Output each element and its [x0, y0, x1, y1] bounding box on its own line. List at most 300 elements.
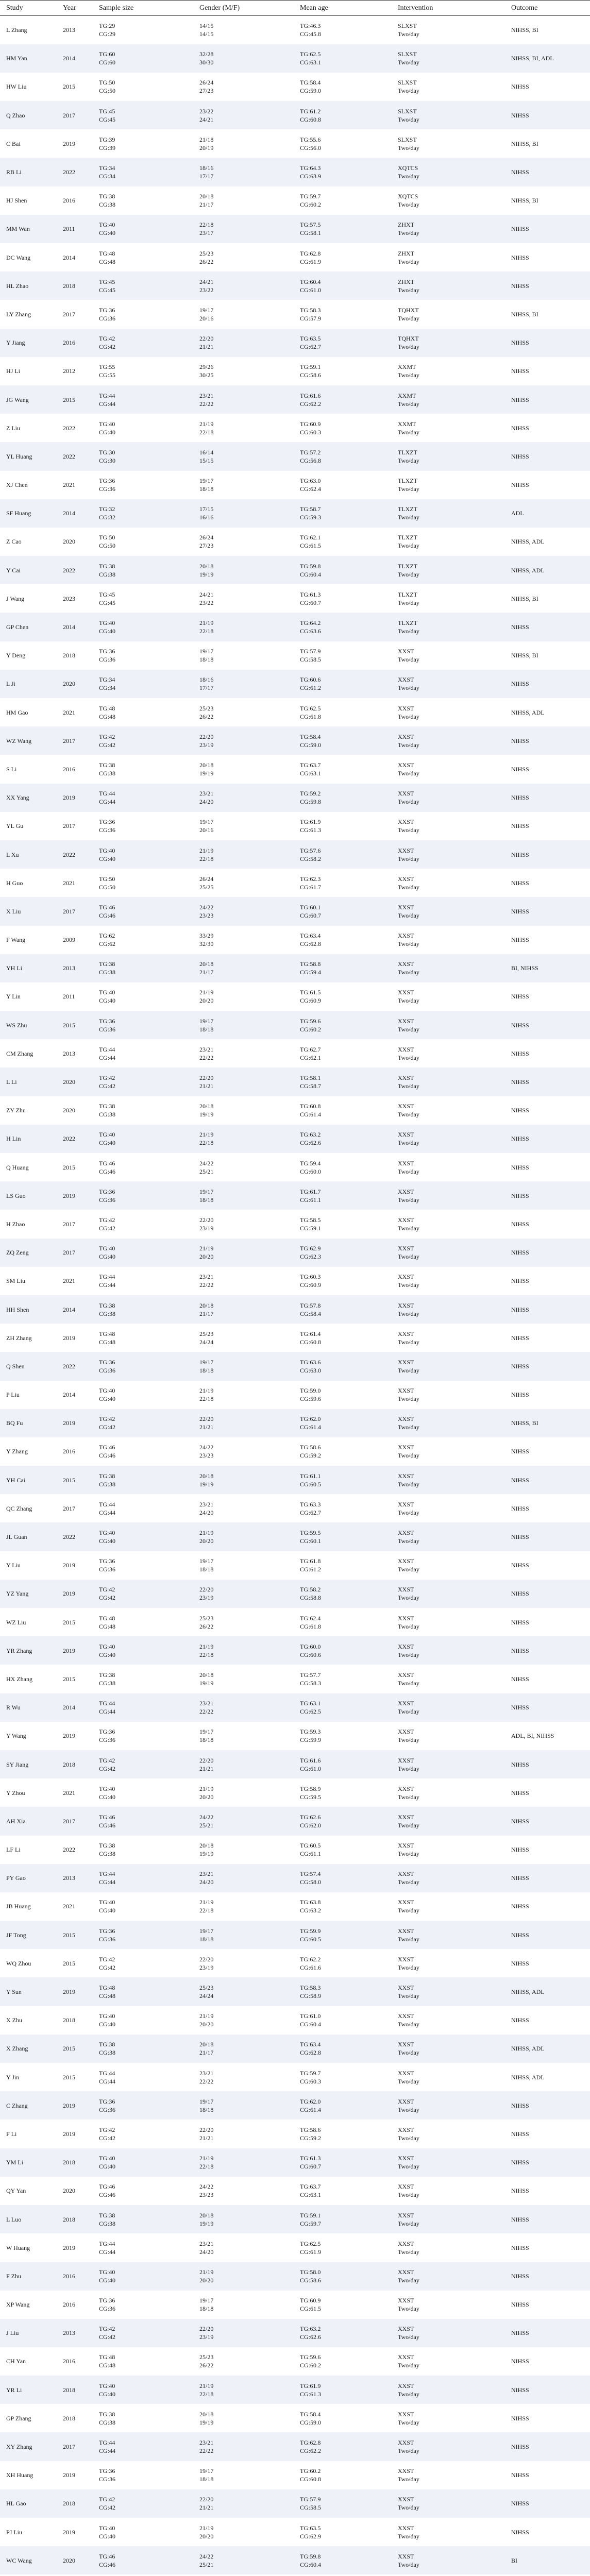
cell-year: 2015 [63, 83, 75, 91]
cell-sample-size: TG:44 CG:44 [99, 2069, 116, 2085]
cell-outcome: NIHSS [511, 2301, 529, 2309]
cell-study: HH Shen [6, 1306, 29, 1313]
cell-intervention: TLXZT Two/day [398, 505, 419, 521]
cell-mean-age: TG:59.4 CG:60.0 [300, 1159, 322, 1175]
cell-mean-age: TG:61.6 CG:62.2 [300, 392, 322, 408]
cell-gender: 22/20 23/19 [199, 1586, 214, 1602]
header-intervention: Intervention [392, 1, 505, 16]
cell-intervention: TLXZT Two/day [398, 619, 419, 635]
cell-intervention: XXST Two/day [398, 1529, 419, 1545]
cell-year: 2017 [63, 1817, 75, 1825]
cell-outcome: NIHSS [511, 1562, 529, 1569]
cell-sample-size: TG:36 CG:36 [99, 2467, 116, 2483]
cell-study: Q Shen [6, 1362, 25, 1370]
cell-year: 2018 [63, 2500, 75, 2507]
cell-gender: 20/18 21/17 [199, 1301, 214, 1317]
cell-mean-age: TG:60.4 CG:61.0 [300, 278, 322, 294]
cell-mean-age: TG:57.7 CG:58.3 [300, 1671, 322, 1687]
cell-intervention: TLXZT Two/day [398, 590, 419, 606]
cell-study: AH Xia [6, 1817, 26, 1825]
cell-study: J Liu [6, 2329, 19, 2337]
cell-year: 2017 [63, 737, 75, 744]
cell-year: 2016 [63, 2272, 75, 2280]
cell-outcome: NIHSS [511, 1249, 529, 1257]
cell-year: 2019 [63, 794, 75, 802]
cell-sample-size: TG:42 CG:42 [99, 2325, 116, 2341]
cell-gender: 23/21 22/22 [199, 2069, 214, 2085]
cell-study: QY Yan [6, 2187, 26, 2195]
cell-gender: 23/22 24/21 [199, 107, 214, 123]
cell-mean-age: TG:60.0 CG:60.6 [300, 1642, 322, 1658]
table-row [0, 1011, 590, 1039]
cell-gender: 24/22 25/21 [199, 1159, 214, 1175]
cell-gender: 20/18 19/19 [199, 2211, 214, 2227]
cell-study: WQ Zhou [6, 1959, 31, 1967]
table-row [0, 1381, 590, 1409]
cell-sample-size: TG:36 CG:36 [99, 1728, 116, 1744]
cell-intervention: XXST Two/day [398, 1642, 419, 1658]
cell-study: C Bai [6, 140, 21, 147]
cell-outcome: NIHSS [511, 2272, 529, 2280]
cell-sample-size: TG:42 CG:42 [99, 733, 116, 749]
cell-intervention: XXST Two/day [398, 2155, 419, 2171]
cell-intervention: XXST Two/day [398, 1103, 419, 1118]
cell-gender: 23/21 24/20 [199, 1870, 214, 1886]
table-row [0, 2148, 590, 2177]
cell-year: 2013 [63, 2329, 75, 2337]
cell-study: Q Zhao [6, 111, 25, 119]
table-row [0, 129, 590, 158]
cell-study: YR Zhang [6, 1647, 32, 1654]
cell-mean-age: TG:59.6 CG:60.2 [300, 2353, 322, 2369]
cell-gender: 19/17 18/18 [199, 2467, 214, 2483]
cell-intervention: XXST Two/day [398, 1131, 419, 1147]
cell-intervention: XXST Two/day [398, 761, 419, 777]
cell-intervention: TQHXT Two/day [398, 306, 419, 322]
cell-mean-age: TG:61.7 CG:61.1 [300, 1188, 322, 1204]
cell-mean-age: TG:62.9 CG:62.3 [300, 1245, 322, 1261]
cell-study: GP Chen [6, 623, 29, 631]
cell-outcome: NIHSS [511, 481, 529, 489]
cell-sample-size: TG:40 CG:40 [99, 2268, 116, 2284]
cell-gender: 23/21 24/20 [199, 2240, 214, 2256]
table-row [0, 272, 590, 300]
cell-intervention: XXST Two/day [398, 790, 419, 806]
cell-sample-size: TG:42 CG:42 [99, 1415, 116, 1431]
cell-outcome: NIHSS [511, 452, 529, 460]
table-row [0, 2120, 590, 2148]
cell-gender: 19/17 18/18 [199, 2297, 214, 2313]
cell-study: ZY Zhu [6, 1107, 26, 1114]
cell-gender: 21/19 22/18 [199, 846, 214, 862]
cell-year: 2016 [63, 1448, 75, 1455]
cell-gender: 20/18 21/17 [199, 193, 214, 209]
cell-intervention: XXMT Two/day [398, 392, 419, 408]
table-row [0, 101, 590, 129]
table-row [0, 1267, 590, 1295]
cell-sample-size: TG:50 CG:50 [99, 534, 116, 550]
cell-intervention: XXST Two/day [398, 2097, 419, 2113]
cell-intervention: SLXST Two/day [398, 50, 419, 66]
cell-intervention: XXST Two/day [398, 1216, 419, 1232]
table-row [0, 357, 590, 385]
table-row [0, 187, 590, 215]
cell-outcome: NIHSS [511, 1903, 529, 1910]
cell-year: 2021 [63, 1903, 75, 1910]
cell-intervention: XXST Two/day [398, 1444, 419, 1460]
table-row [0, 1665, 590, 1693]
cell-sample-size: TG:38 CG:38 [99, 761, 116, 777]
cell-sample-size: TG:40 CG:40 [99, 1131, 116, 1147]
cell-year: 2016 [63, 2301, 75, 2309]
cell-study: SY Jiang [6, 1760, 29, 1768]
table-row [0, 1778, 590, 1807]
cell-sample-size: TG:40 CG:40 [99, 846, 116, 862]
cell-year: 2015 [63, 2045, 75, 2053]
cell-sample-size: TG:50 CG:50 [99, 79, 116, 95]
cell-mean-age: TG:63.5 CG:62.9 [300, 2524, 322, 2540]
cell-mean-age: TG:57.2 CG:56.8 [300, 448, 322, 464]
cell-sample-size: TG:36 CG:36 [99, 477, 116, 493]
cell-mean-age: TG:62.0 CG:61.4 [300, 1415, 322, 1431]
cell-sample-size: TG:48 CG:48 [99, 1984, 116, 2000]
cell-gender: 29/26 30/25 [199, 363, 214, 379]
cell-sample-size: TG:36 CG:36 [99, 1927, 116, 1943]
cell-intervention: XXST Two/day [398, 2069, 419, 2085]
cell-study: SF Huang [6, 510, 31, 517]
cell-outcome: NIHSS [511, 2358, 529, 2365]
cell-study: HM Gao [6, 708, 28, 716]
cell-year: 2019 [63, 1192, 75, 1199]
table-row [0, 670, 590, 698]
cell-year: 2017 [63, 1220, 75, 1228]
table-row [0, 1295, 590, 1324]
cell-sample-size: TG:36 CG:36 [99, 1017, 116, 1033]
cell-intervention: XXST Two/day [398, 1785, 419, 1801]
cell-mean-age: TG:60.3 CG:60.9 [300, 1273, 322, 1289]
cell-mean-age: TG:58.4 CG:59.0 [300, 733, 322, 749]
cell-sample-size: TG:44 CG:44 [99, 1700, 116, 1716]
table-row [0, 1522, 590, 1551]
cell-sample-size: TG:40 CG:40 [99, 2012, 116, 2028]
header-year: Year [57, 1, 93, 16]
cell-year: 2018 [63, 2414, 75, 2422]
cell-year: 2015 [63, 1163, 75, 1171]
cell-gender: 19/17 18/18 [199, 1557, 214, 1573]
table-row [0, 73, 590, 101]
cell-mean-age: TG:63.1 CG:62.5 [300, 1700, 322, 1716]
cell-gender: 20/18 19/19 [199, 1103, 214, 1118]
cell-mean-age: TG:62.1 CG:61.5 [300, 534, 322, 550]
cell-outcome: NIHSS [511, 1931, 529, 1939]
table-row [0, 414, 590, 442]
cell-gender: 21/19 22/18 [199, 2382, 214, 2398]
cell-sample-size: TG:44 CG:44 [99, 1500, 116, 1516]
cell-gender: 16/14 15/15 [199, 448, 214, 464]
table-row [0, 2063, 590, 2091]
cell-intervention: XXST Two/day [398, 2240, 419, 2256]
cell-outcome: NIHSS [511, 680, 529, 688]
header-gender: Gender (M/F) [193, 1, 294, 16]
table-row [0, 1494, 590, 1522]
cell-sample-size: TG:36 CG:36 [99, 648, 116, 664]
cell-gender: 25/23 26/22 [199, 704, 214, 720]
cell-gender: 24/21 23/22 [199, 590, 214, 606]
cell-sample-size: TG:39 CG:39 [99, 135, 116, 151]
cell-outcome: NIHSS [511, 1476, 529, 1484]
cell-year: 2019 [63, 2102, 75, 2109]
cell-outcome: NIHSS [511, 907, 529, 915]
cell-outcome: BI [511, 2556, 517, 2564]
cell-study: HM Yan [6, 55, 27, 62]
cell-year: 2022 [63, 851, 75, 858]
cell-gender: 21/19 22/18 [199, 619, 214, 635]
cell-gender: 22/20 21/21 [199, 2126, 214, 2142]
cell-sample-size: TG:32 CG:32 [99, 505, 116, 521]
cell-gender: 20/18 19/19 [199, 1671, 214, 1687]
cell-sample-size: TG:40 CG:40 [99, 1387, 116, 1403]
cell-mean-age: TG:58.1 CG:58.7 [300, 1074, 322, 1090]
cell-sample-size: TG:38 CG:38 [99, 562, 116, 578]
cell-year: 2017 [63, 822, 75, 830]
cell-sample-size: TG:36 CG:36 [99, 2297, 116, 2313]
cell-study: HL Zhao [6, 282, 29, 290]
cell-year: 2018 [63, 2386, 75, 2394]
cell-intervention: XXST Two/day [398, 2410, 419, 2426]
cell-intervention: XXST Two/day [398, 1273, 419, 1289]
cell-mean-age: TG:62.7 CG:62.1 [300, 1045, 322, 1061]
cell-study: DC Wang [6, 253, 31, 261]
cell-mean-age: TG:62.3 CG:61.7 [300, 875, 322, 891]
cell-mean-age: TG:59.7 CG:60.3 [300, 2069, 322, 2085]
cell-intervention: TLXZT Two/day [398, 534, 419, 550]
cell-gender: 21/19 22/18 [199, 420, 214, 436]
cell-gender: 21/19 22/18 [199, 2155, 214, 2171]
cell-intervention: XXST Two/day [398, 648, 419, 664]
table-row [0, 1437, 590, 1466]
cell-outcome: NIHSS [511, 1846, 529, 1854]
cell-year: 2020 [63, 1078, 75, 1086]
cell-intervention: XXMT Two/day [398, 363, 419, 379]
cell-sample-size: TG:38 CG:38 [99, 2041, 116, 2057]
table-row [0, 2006, 590, 2035]
cell-mean-age: TG:62.5 CG:63.1 [300, 50, 322, 66]
cell-outcome: NIHSS [511, 765, 529, 773]
cell-study: S Li [6, 765, 17, 773]
cell-sample-size: TG:45 CG:45 [99, 590, 116, 606]
cell-mean-age: TG:60.8 CG:61.4 [300, 1103, 322, 1118]
cell-year: 2019 [63, 2528, 75, 2536]
cell-study: JG Wang [6, 396, 29, 403]
cell-intervention: SLXST Two/day [398, 79, 419, 95]
cell-year: 2015 [63, 1476, 75, 1484]
cell-intervention: XXST Two/day [398, 2496, 419, 2512]
cell-year: 2022 [63, 1846, 75, 1854]
cell-gender: 21/19 22/18 [199, 1387, 214, 1403]
cell-gender: 20/18 21/17 [199, 960, 214, 976]
cell-mean-age: TG:46.3 CG:45.8 [300, 22, 322, 38]
cell-gender: 21/19 20/20 [199, 989, 214, 1005]
cell-outcome: NIHSS [511, 1618, 529, 1626]
cell-gender: 33/29 32/30 [199, 932, 214, 948]
header-mean-age: Mean age [294, 1, 392, 16]
table-row [0, 1125, 590, 1153]
cell-sample-size: TG:44 CG:44 [99, 2439, 116, 2455]
cell-year: 2016 [63, 197, 75, 205]
table-row [0, 243, 590, 272]
cell-year: 2019 [63, 2130, 75, 2138]
cell-year: 2020 [63, 680, 75, 688]
cell-year: 2018 [63, 2016, 75, 2024]
cell-year: 2021 [63, 1277, 75, 1285]
cell-intervention: XXST Two/day [398, 2041, 419, 2057]
cell-outcome: NIHSS, BI [511, 26, 538, 34]
cell-gender: 21/19 20/20 [199, 1245, 214, 1261]
cell-sample-size: TG:36 CG:36 [99, 2097, 116, 2113]
table-row [0, 2546, 590, 2574]
cell-year: 2017 [63, 1504, 75, 1512]
table-row [0, 329, 590, 357]
cell-gender: 22/20 21/21 [199, 2496, 214, 2512]
cell-intervention: XXST Two/day [398, 1586, 419, 1602]
cell-year: 2019 [63, 1647, 75, 1654]
cell-mean-age: TG:62.5 CG:61.9 [300, 2240, 322, 2256]
cell-gender: 26/24 25/25 [199, 875, 214, 891]
cell-intervention: XXST Two/day [398, 932, 419, 948]
table-row [0, 300, 590, 328]
cell-sample-size: TG:40 CG:40 [99, 1642, 116, 1658]
cell-gender: 22/20 21/21 [199, 335, 214, 351]
cell-outcome: NIHSS [511, 1675, 529, 1683]
cell-outcome: NIHSS [511, 1760, 529, 1768]
cell-mean-age: TG:57.6 CG:58.2 [300, 846, 322, 862]
cell-outcome: NIHSS [511, 2471, 529, 2479]
table-row [0, 812, 590, 840]
cell-mean-age: TG:60.2 CG:60.8 [300, 2467, 322, 2483]
cell-outcome: NIHSS [511, 1220, 529, 1228]
cell-outcome: NIHSS [511, 396, 529, 403]
cell-mean-age: TG:64.3 CG:63.9 [300, 164, 322, 180]
cell-year: 2016 [63, 765, 75, 773]
cell-study: YM Li [6, 2159, 23, 2166]
cell-sample-size: TG:40 CG:40 [99, 2524, 116, 2540]
cell-study: H Lin [6, 1135, 21, 1143]
table-row [0, 584, 590, 613]
cell-study: PJ Liu [6, 2528, 23, 2536]
cell-intervention: XXST Two/day [398, 1245, 419, 1261]
cell-study: Q Huang [6, 1163, 29, 1171]
cell-mean-age: TG:58.4 CG:59.0 [300, 2410, 322, 2426]
cell-outcome: NIHSS [511, 1277, 529, 1285]
cell-intervention: XXST Two/day [398, 1671, 419, 1687]
table-row [0, 2518, 590, 2546]
cell-outcome: NIHSS [511, 1704, 529, 1711]
cell-sample-size: TG:40 CG:40 [99, 1899, 116, 1914]
cell-year: 2019 [63, 2471, 75, 2479]
cell-outcome: NIHSS, BI [511, 1419, 538, 1427]
cell-outcome: NIHSS, ADL [511, 566, 545, 574]
cell-study: XY Zhang [6, 2443, 32, 2451]
cell-study: WC Wang [6, 2556, 32, 2564]
cell-intervention: XXST Two/day [398, 1728, 419, 1744]
cell-year: 2009 [63, 936, 75, 944]
cell-sample-size: TG:44 CG:44 [99, 1045, 116, 1061]
cell-year: 2014 [63, 1704, 75, 1711]
cell-gender: 21/19 22/18 [199, 1131, 214, 1147]
table-row [0, 840, 590, 869]
table-row [0, 16, 590, 44]
table-row [0, 215, 590, 243]
table-row [0, 1239, 590, 1267]
cell-study: HW Liu [6, 83, 27, 91]
cell-year: 2017 [63, 111, 75, 119]
cell-study: J Wang [6, 595, 25, 602]
cell-year: 2014 [63, 55, 75, 62]
cell-intervention: XXST Two/day [398, 903, 419, 919]
cell-outcome: NIHSS [511, 1135, 529, 1143]
cell-outcome: NIHSS [511, 2386, 529, 2394]
cell-gender: 21/19 20/20 [199, 1529, 214, 1545]
table-row [0, 1693, 590, 1722]
cell-intervention: TLXZT Two/day [398, 477, 419, 493]
cell-outcome: NIHSS [511, 1874, 529, 1882]
cell-mean-age: TG:55.6 CG:56.0 [300, 135, 322, 151]
cell-year: 2022 [63, 452, 75, 460]
cell-outcome: NIHSS [511, 2016, 529, 2024]
cell-study: YH Cai [6, 1476, 25, 1484]
cell-year: 2018 [63, 282, 75, 290]
cell-sample-size: TG:46 CG:46 [99, 2552, 116, 2568]
cell-outcome: NIHSS [511, 1504, 529, 1512]
cell-sample-size: TG:30 CG:30 [99, 448, 116, 464]
cell-outcome: NIHSS [511, 1647, 529, 1654]
cell-sample-size: TG:48 CG:48 [99, 1330, 116, 1346]
cell-study: X Zhu [6, 2016, 22, 2024]
cell-outcome: NIHSS, BI [511, 310, 538, 318]
cell-mean-age: TG:63.8 CG:63.2 [300, 1899, 322, 1914]
cell-study: YL Huang [6, 452, 32, 460]
cell-sample-size: TG:40 CG:40 [99, 420, 116, 436]
cell-outcome: NIHSS [511, 2187, 529, 2195]
cell-sample-size: TG:42 CG:42 [99, 2126, 116, 2142]
cell-study: YH Li [6, 964, 22, 972]
cell-gender: 20/18 19/19 [199, 1842, 214, 1858]
cell-study: Y Jiang [6, 339, 25, 347]
cell-outcome: NIHSS [511, 1959, 529, 1967]
cell-mean-age: TG:61.3 CG:60.7 [300, 2155, 322, 2171]
table-row [0, 2376, 590, 2404]
cell-outcome: NIHSS, ADL [511, 708, 545, 716]
cell-sample-size: TG:46 CG:46 [99, 1813, 116, 1829]
cell-study: HJ Shen [6, 197, 27, 205]
cell-outcome: NIHSS [511, 1362, 529, 1370]
cell-sample-size: TG:44 CG:44 [99, 790, 116, 806]
cell-outcome: NIHSS [511, 737, 529, 744]
cell-sample-size: TG:60 CG:60 [99, 50, 116, 66]
cell-year: 2018 [63, 2159, 75, 2166]
cell-mean-age: TG:58.8 CG:59.4 [300, 960, 322, 976]
cell-gender: 19/17 18/18 [199, 1017, 214, 1033]
cell-outcome: NIHSS [511, 1021, 529, 1029]
cell-study: P Liu [6, 1391, 20, 1399]
cell-mean-age: TG:57.8 CG:58.4 [300, 1301, 322, 1317]
cell-year: 2014 [63, 623, 75, 631]
cell-gender: 23/21 22/22 [199, 1273, 214, 1289]
cell-intervention: ZHXT Two/day [398, 278, 419, 294]
cell-gender: 21/19 22/18 [199, 1899, 214, 1914]
cell-year: 2018 [63, 2215, 75, 2223]
cell-gender: 20/18 19/19 [199, 1472, 214, 1488]
